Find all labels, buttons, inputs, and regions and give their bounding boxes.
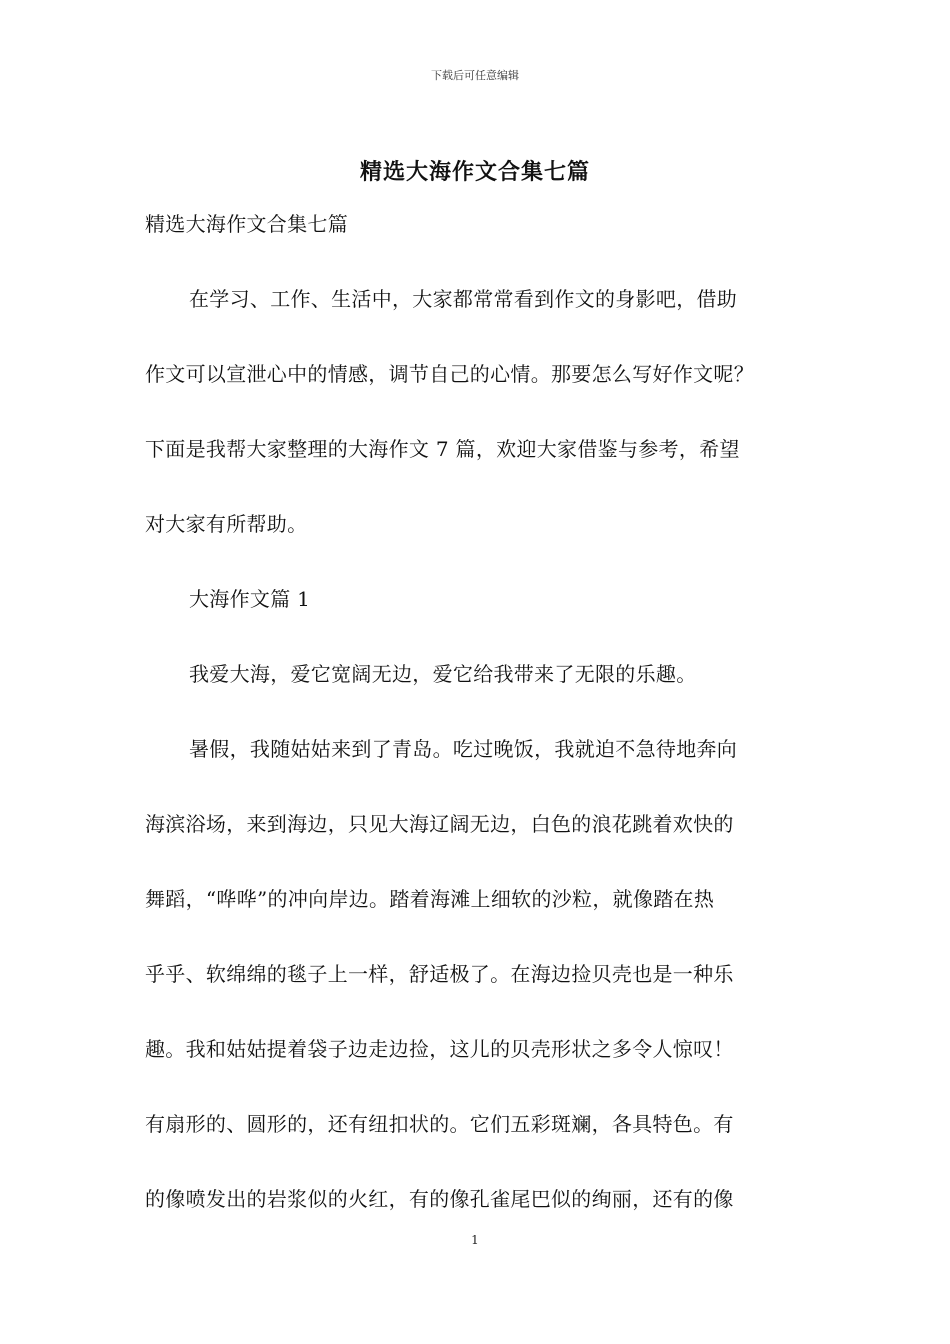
intro-line: 对大家有所帮助。 <box>145 512 308 536</box>
page-number: 1 <box>471 1233 479 1247</box>
section-heading: 大海作文篇 1 <box>189 587 311 611</box>
document-title: 精选大海作文合集七篇 <box>359 159 590 185</box>
essay-paragraph-line: 舞蹈，“哗哗”的冲向岸边。踏着海滩上细软的沙粒，就像踏在热 <box>145 887 715 911</box>
essay-paragraph-line: 趣。我和姑姑提着袋子边走边捡，这儿的贝壳形状之多令人惊叹！ <box>145 1037 734 1061</box>
essay-paragraph-line: 有扇形的、圆形的，还有纽扣状的。它们五彩斑斓，各具特色。有 <box>145 1112 734 1136</box>
intro-line: 作文可以宣泄心中的情感，调节自己的心情。那要怎么写好作文呢？ <box>145 362 754 386</box>
page-header-note: 下载后可任意编辑 <box>431 69 519 82</box>
essay-paragraph-line: 海滨浴场，来到海边，只见大海辽阔无边，白色的浪花跳着欢快的 <box>145 812 734 836</box>
essay-paragraph-line: 的像喷发出的岩浆似的火红，有的像孔雀尾巴似的绚丽，还有的像 <box>145 1187 734 1211</box>
document-subtitle: 精选大海作文合集七篇 <box>145 212 348 236</box>
essay-paragraph-line: 乎乎、软绵绵的毯子上一样，舒适极了。在海边捡贝壳也是一种乐 <box>145 962 734 986</box>
intro-line: 下面是我帮大家整理的大海作文 7 篇，欢迎大家借鉴与参考，希望 <box>145 437 740 461</box>
intro-line: 在学习、工作、生活中，大家都常常看到作文的身影吧，借助 <box>189 287 738 311</box>
essay-paragraph-line: 暑假，我随姑姑来到了青岛。吃过晚饭，我就迫不急待地奔向 <box>189 737 738 761</box>
essay-paragraph-line: 我爱大海，爱它宽阔无边，爱它给我带来了无限的乐趣。 <box>189 662 697 686</box>
